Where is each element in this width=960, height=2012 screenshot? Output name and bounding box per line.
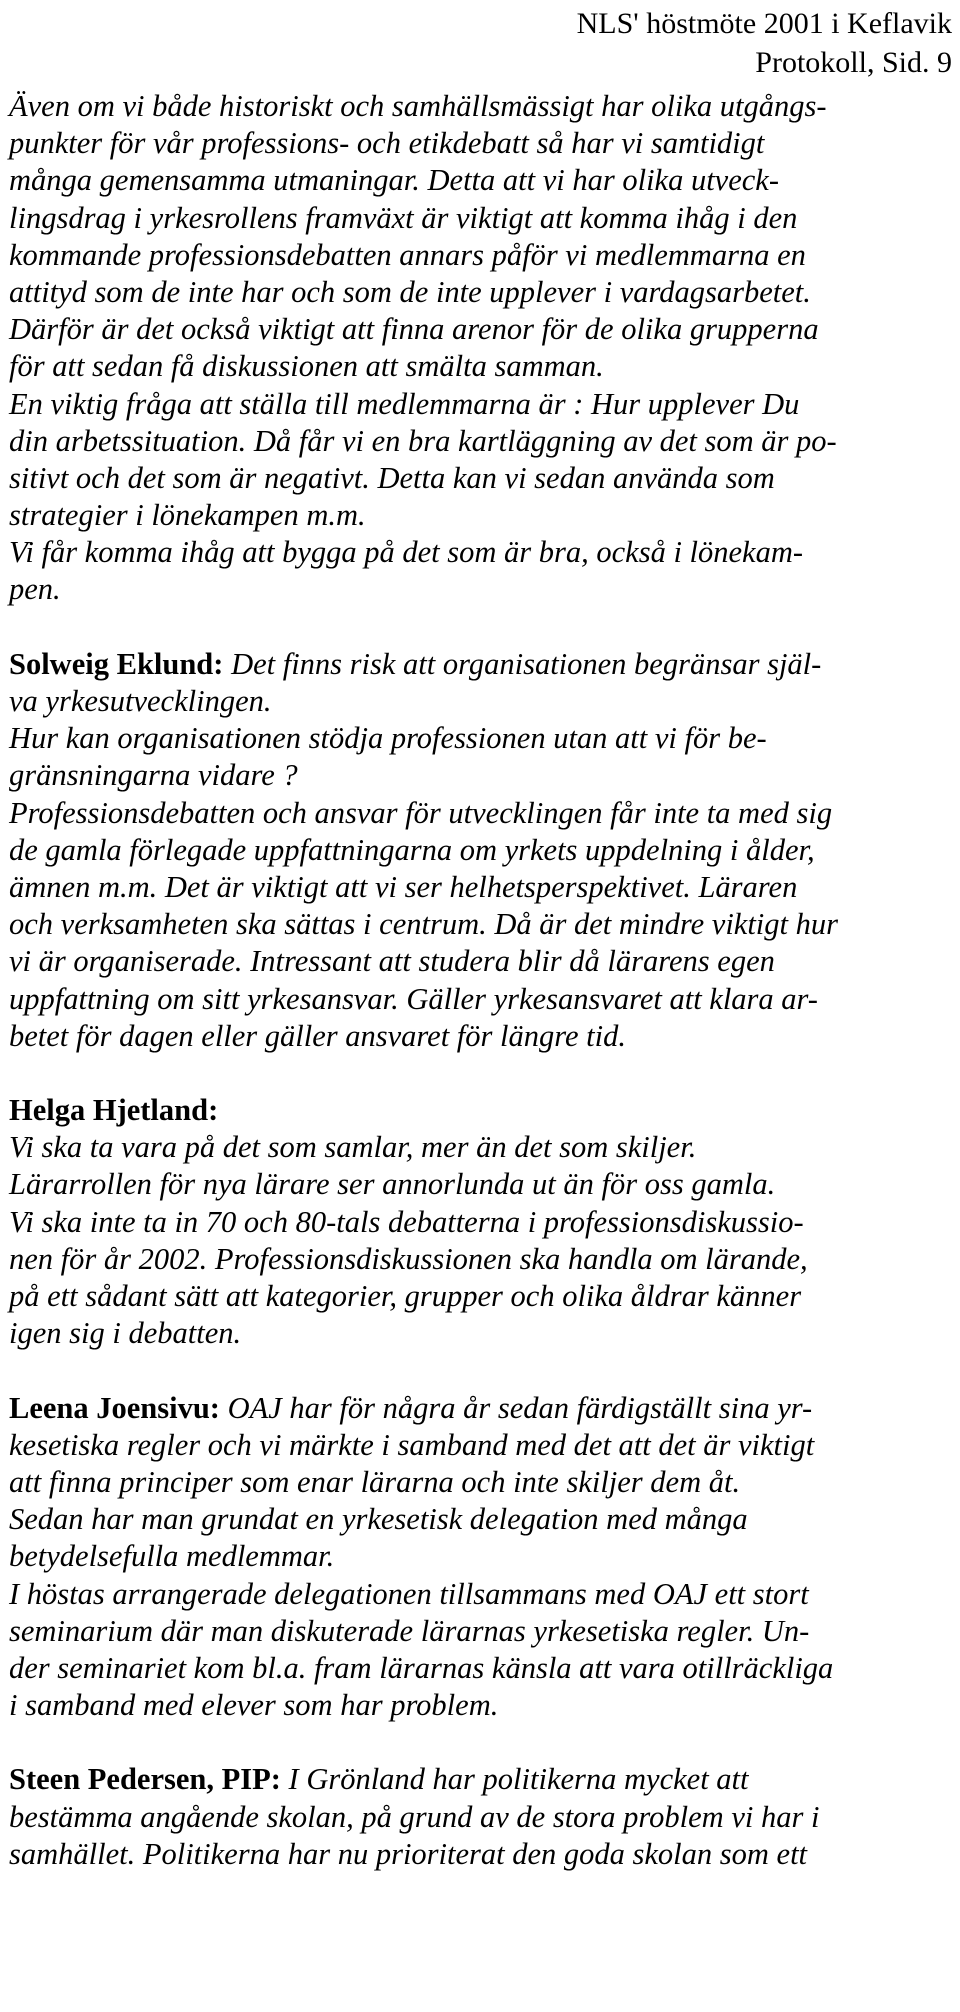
text-line: betydelsefulla medlemmar. (9, 1539, 335, 1574)
text-line: betet för dagen eller gäller ansvaret för längre tid. (9, 1018, 626, 1053)
text-line: Vi får komma ihåg att bygga på det som är bra, också i lönekam- (9, 535, 804, 570)
text-line: lingsdrag i yrkesrollens framväxt är viktigt att komma ihåg i den (9, 200, 798, 235)
text-line: Därför är det också viktigt att finna arenor för de olika grupperna (9, 312, 819, 347)
text-line: de gamla förlegade uppfattningarna om yrkets uppdelning i ålder, (9, 832, 815, 867)
header-meeting-title: NLS' höstmöte 2001 i Keflavik (576, 7, 952, 40)
text-line: kommande professionsdebatten annars påför vi medlemmarna en (9, 237, 806, 272)
text-line: Professionsdebatten och ansvar för utvecklingen får inte ta med sig (9, 795, 833, 830)
text-line: ämnen m.m. Det är viktigt att vi ser helhetsperspektivet. Läraren (9, 869, 798, 904)
intro-paragraph (9, 88, 949, 609)
speech-text: Det finns risk att organisationen begränsar själ- (223, 646, 822, 681)
text-line: igen sig i debatten. (9, 1316, 242, 1351)
text-line: Lärarrollen för nya lärare ser annorlunda ut än för oss gamla. (9, 1167, 776, 1202)
text-line: uppfattning om sitt yrkesansvar. Gäller yrkesansvaret att klara ar- (9, 981, 818, 1016)
speaker-name: Leena Joensivu: (9, 1390, 220, 1425)
text-line: pen. (9, 572, 61, 607)
text-line: Även om vi både historiskt och samhällsmässigt har olika utgångs- (9, 89, 827, 123)
text-line: va yrkesutvecklingen. (9, 684, 272, 718)
text-line: på ett sådant sätt att kategorier, grupper och olika åldrar känner (9, 1279, 802, 1313)
text-line: bestämma angående skolan, på grund av de stora problem vi har i (9, 1799, 820, 1834)
paragraph-gap (9, 1724, 949, 1761)
text-line: många gemensamma utmaningar. Detta att vi har olika utveck- (9, 163, 779, 198)
header-page-number: Protokoll, Sid. 9 (755, 46, 952, 79)
text-line: Hur kan organisationen stödja professionen utan att vi för be- (9, 721, 767, 756)
text-line: för att sedan få diskussionen att smälta samman. (9, 349, 604, 384)
text-line: sitivt och det som är negativt. Detta kan vi sedan använda som (9, 460, 775, 495)
speaker-name: Helga Hjetland: (9, 1093, 219, 1128)
protocol-body (9, 88, 949, 1873)
text-line: strategier i lönekampen m.m. (9, 498, 366, 533)
text-line: der seminariet kom bl.a. fram lärarnas känsla att vara otillräckliga (9, 1650, 834, 1685)
text-line: gränsningarna vidare ? (9, 758, 298, 793)
speaker-section-leena-joensivu (9, 1390, 949, 1725)
speaker-section-helga-hjetland (9, 1092, 949, 1352)
speaker-section-steen-pedersen (9, 1761, 949, 1873)
speaker-name: Solweig Eklund: (9, 646, 224, 681)
text-line: punkter för vår professions- och etikdebatt så har vi samtidigt (9, 126, 765, 161)
speaker-name: Steen Pedersen, PIP: (9, 1762, 281, 1797)
text-line: seminarium där man diskuterade lärarnas yrkesetiska regler. Un- (9, 1613, 810, 1648)
text-line: din arbetssituation. Då får vi en bra kartläggning av det som är po- (9, 423, 837, 458)
text-line: i samband med elever som har problem. (9, 1688, 499, 1723)
text-line: Vi ska inte ta in 70 och 80-tals debatterna i professionsdiskussio- (9, 1204, 804, 1239)
text-line: En viktig fråga att ställa till medlemmarna är : Hur upplever Du (9, 386, 800, 421)
speech-text: I Grönland har politikerna mycket att (280, 1762, 749, 1797)
paragraph-gap (9, 609, 949, 646)
text-line: nen för år 2002. Professionsdiskussionen ska handla om lärande, (9, 1241, 808, 1276)
text-line: Sedan har man grundat en yrkesetisk delegation med många (9, 1502, 748, 1537)
text-line: I höstas arrangerade delegationen tillsammans med OAJ ett stort (9, 1576, 809, 1611)
text-line: attityd som de inte har och som de inte upplever i vardagsarbetet. (9, 274, 811, 309)
speaker-section-solweig-eklund (9, 646, 949, 1055)
text-line: kesetiska regler och vi märkte i samband med det att det är viktigt (9, 1427, 815, 1462)
text-line: samhället. Politikerna har nu prioriterat den goda skolan som ett (9, 1836, 808, 1871)
text-line: och verksamheten ska sättas i centrum. Då är det mindre viktigt hur (9, 907, 838, 942)
text-line: Vi ska ta vara på det som samlar, mer än det som skiljer. (9, 1130, 697, 1165)
paragraph-gap (9, 1055, 949, 1092)
text-line: vi är organiserade. Intressant att studera blir då lärarens egen (9, 944, 775, 979)
paragraph-gap (9, 1352, 949, 1389)
speech-text: OAJ har för några år sedan färdigställt sina yr- (219, 1390, 813, 1425)
text-line: att finna principer som enar lärarna och inte skiljer dem åt. (9, 1464, 741, 1499)
page-header (577, 4, 952, 82)
